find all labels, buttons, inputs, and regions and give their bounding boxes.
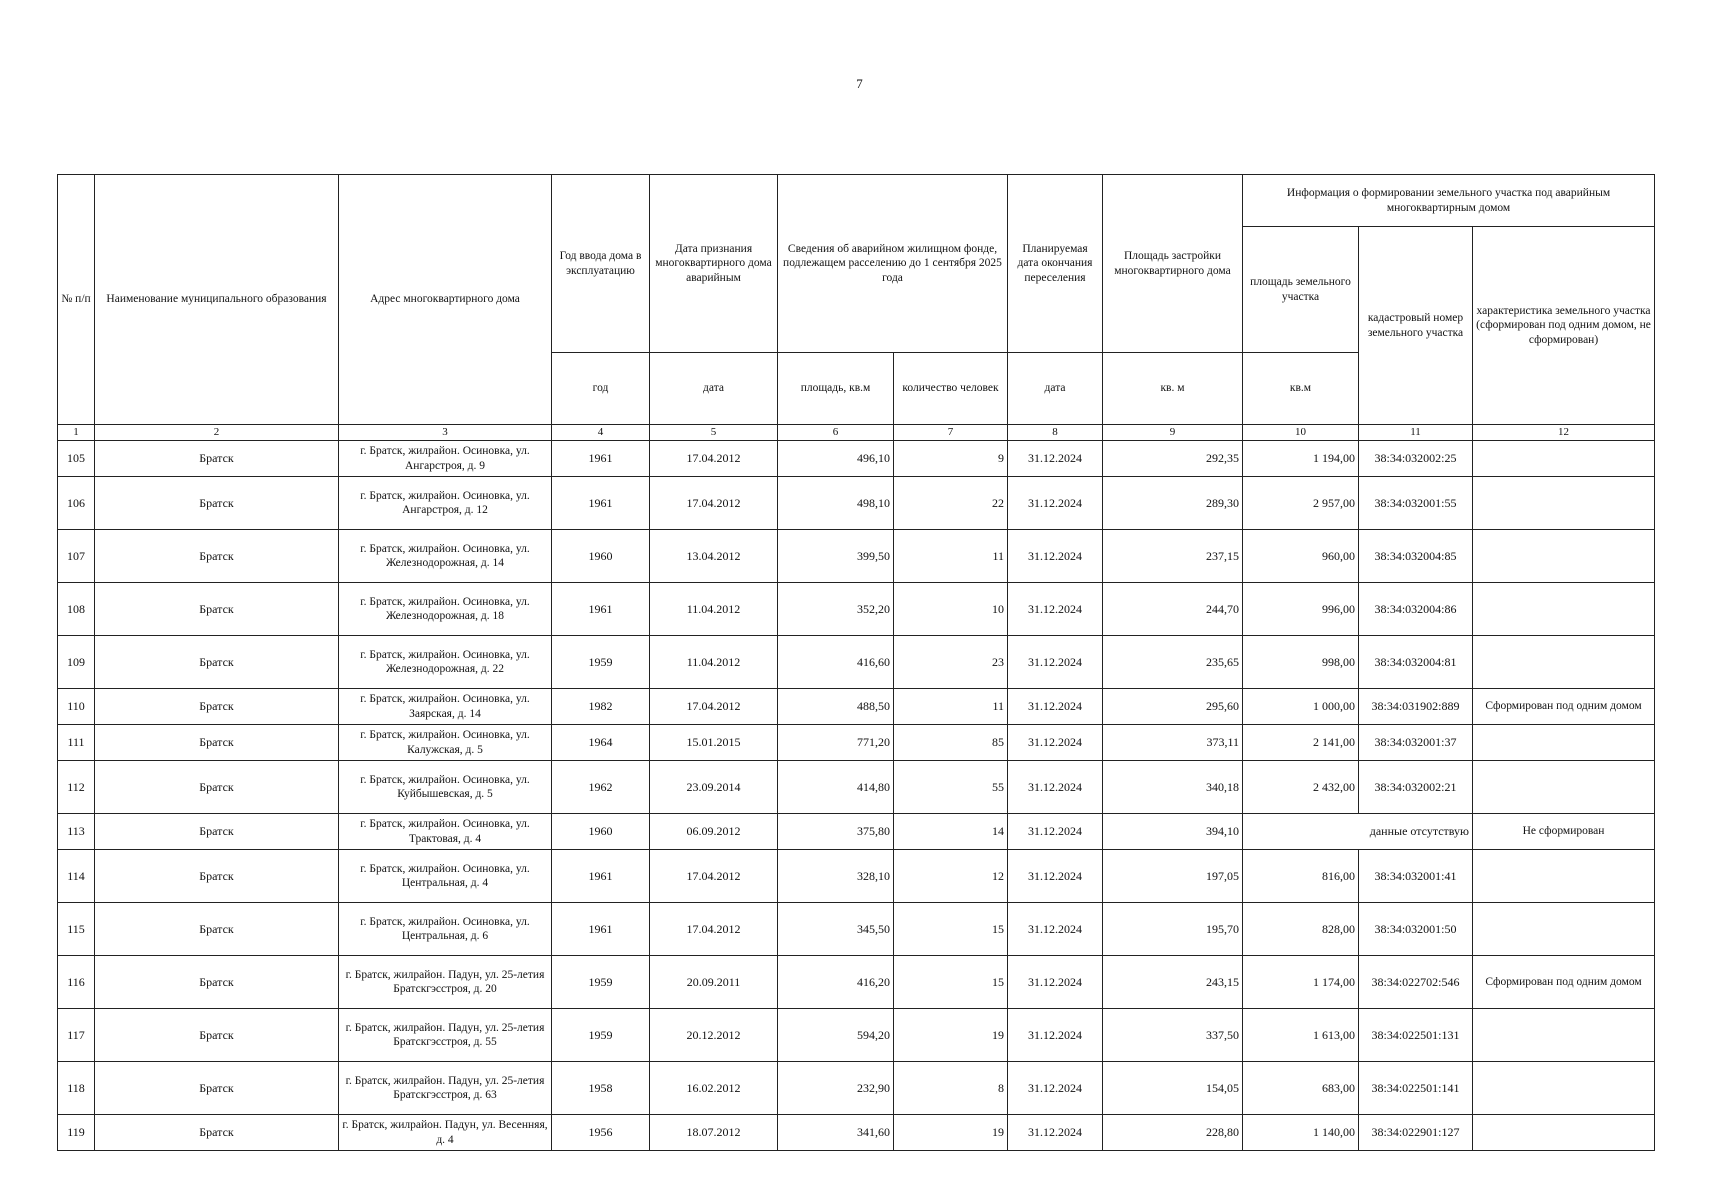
land-area-cell: 2 432,00 bbox=[1243, 761, 1359, 814]
planned-end-cell: 31.12.2024 bbox=[1008, 636, 1103, 689]
page-number: 7 bbox=[856, 76, 863, 91]
header-land-char: характеристика земельного участка (сформирован под одним домом, не сформирован) bbox=[1473, 227, 1655, 425]
municipality-cell: Братск bbox=[95, 850, 339, 903]
recognition-date-cell: 17.04.2012 bbox=[650, 903, 778, 956]
column-number: 3 bbox=[339, 425, 552, 441]
year-cell: 1959 bbox=[552, 1009, 650, 1062]
recognition-date-cell: 17.04.2012 bbox=[650, 689, 778, 725]
cadastral-cell: 38:34:032001:41 bbox=[1359, 850, 1473, 903]
planned-end-cell: 31.12.2024 bbox=[1008, 477, 1103, 530]
recognition-date-cell: 16.02.2012 bbox=[650, 1062, 778, 1115]
planned-end-cell: 31.12.2024 bbox=[1008, 850, 1103, 903]
unit-year: год bbox=[552, 353, 650, 425]
land-char-cell bbox=[1473, 761, 1655, 814]
address-cell: г. Братск, жилрайон. Осиновка, ул. Центральная, д. 4 bbox=[339, 850, 552, 903]
building-area-cell: 289,30 bbox=[1103, 477, 1243, 530]
cadastral-cell: 38:34:032004:81 bbox=[1359, 636, 1473, 689]
cadastral-cell: 38:34:022501:141 bbox=[1359, 1062, 1473, 1115]
row-number: 108 bbox=[58, 583, 95, 636]
year-cell: 1956 bbox=[552, 1115, 650, 1151]
header-year: Год ввода дома в эксплуатацию bbox=[552, 175, 650, 353]
column-number: 11 bbox=[1359, 425, 1473, 441]
area-cell: 232,90 bbox=[778, 1062, 894, 1115]
cadastral-cell: 38:34:032001:55 bbox=[1359, 477, 1473, 530]
area-cell: 488,50 bbox=[778, 689, 894, 725]
recognition-date-cell: 06.09.2012 bbox=[650, 814, 778, 850]
cadastral-cell: 38:34:022702:546 bbox=[1359, 956, 1473, 1009]
land-area-cell: 2 957,00 bbox=[1243, 477, 1359, 530]
housing-registry-table bbox=[57, 174, 1655, 1151]
recognition-date-cell: 18.07.2012 bbox=[650, 1115, 778, 1151]
header-recognition-date: Дата признания многоквартирного дома аварийным bbox=[650, 175, 778, 353]
column-number: 9 bbox=[1103, 425, 1243, 441]
column-number: 12 bbox=[1473, 425, 1655, 441]
year-cell: 1962 bbox=[552, 761, 650, 814]
municipality-cell: Братск bbox=[95, 477, 339, 530]
address-cell: г. Братск, жилрайон. Осиновка, ул. Железнодорожная, д. 22 bbox=[339, 636, 552, 689]
municipality-cell: Братск bbox=[95, 636, 339, 689]
table-row bbox=[58, 583, 1655, 636]
recognition-date-cell: 20.12.2012 bbox=[650, 1009, 778, 1062]
cadastral-cell: 38:34:031902:889 bbox=[1359, 689, 1473, 725]
column-number: 5 bbox=[650, 425, 778, 441]
building-area-cell: 394,10 bbox=[1103, 814, 1243, 850]
recognition-date-cell: 17.04.2012 bbox=[650, 850, 778, 903]
area-cell: 416,60 bbox=[778, 636, 894, 689]
column-number: 2 bbox=[95, 425, 339, 441]
table-row bbox=[58, 636, 1655, 689]
land-char-cell bbox=[1473, 1009, 1655, 1062]
building-area-cell: 295,60 bbox=[1103, 689, 1243, 725]
cadastral-cell: 38:34:022901:127 bbox=[1359, 1115, 1473, 1151]
year-cell: 1961 bbox=[552, 441, 650, 477]
area-cell: 328,10 bbox=[778, 850, 894, 903]
recognition-date-cell: 17.04.2012 bbox=[650, 477, 778, 530]
header-building-area: Площадь застройки многоквартирного дома bbox=[1103, 175, 1243, 353]
year-cell: 1960 bbox=[552, 814, 650, 850]
area-cell: 375,80 bbox=[778, 814, 894, 850]
people-cell: 85 bbox=[894, 725, 1008, 761]
table-row bbox=[58, 1115, 1655, 1151]
table-row bbox=[58, 477, 1655, 530]
municipality-cell: Братск bbox=[95, 956, 339, 1009]
building-area-cell: 235,65 bbox=[1103, 636, 1243, 689]
land-area-cell: 1 194,00 bbox=[1243, 441, 1359, 477]
table-row bbox=[58, 956, 1655, 1009]
address-cell: г. Братск, жилрайон. Осиновка, ул. Трактовая, д. 4 bbox=[339, 814, 552, 850]
column-number: 4 bbox=[552, 425, 650, 441]
table-row bbox=[58, 903, 1655, 956]
land-area-cell: 683,00 bbox=[1243, 1062, 1359, 1115]
planned-end-cell: 31.12.2024 bbox=[1008, 689, 1103, 725]
area-cell: 594,20 bbox=[778, 1009, 894, 1062]
column-number: 6 bbox=[778, 425, 894, 441]
land-area-cell: 996,00 bbox=[1243, 583, 1359, 636]
table-row bbox=[58, 850, 1655, 903]
header-emergency-info: Сведения об аварийном жилищном фонде, подлежащем расселению до 1 сентября 2025 года bbox=[778, 175, 1008, 353]
row-number: 117 bbox=[58, 1009, 95, 1062]
cadastral-cell: 38:34:032004:86 bbox=[1359, 583, 1473, 636]
address-cell: г. Братск, жилрайон. Осиновка, ул. Ангарстроя, д. 9 bbox=[339, 441, 552, 477]
address-cell: г. Братск, жилрайон. Осиновка, ул. Калужская, д. 5 bbox=[339, 725, 552, 761]
row-number: 119 bbox=[58, 1115, 95, 1151]
building-area-cell: 197,05 bbox=[1103, 850, 1243, 903]
planned-end-cell: 31.12.2024 bbox=[1008, 583, 1103, 636]
area-cell: 352,20 bbox=[778, 583, 894, 636]
row-number: 115 bbox=[58, 903, 95, 956]
land-area-cell: 1 000,00 bbox=[1243, 689, 1359, 725]
recognition-date-cell: 15.01.2015 bbox=[650, 725, 778, 761]
land-char-cell bbox=[1473, 1062, 1655, 1115]
municipality-cell: Братск bbox=[95, 583, 339, 636]
land-char-cell bbox=[1473, 583, 1655, 636]
unit-date-2: дата bbox=[1008, 353, 1103, 425]
land-char-cell bbox=[1473, 530, 1655, 583]
row-number: 116 bbox=[58, 956, 95, 1009]
land-char-cell bbox=[1473, 441, 1655, 477]
column-number: 1 bbox=[58, 425, 95, 441]
building-area-cell: 292,35 bbox=[1103, 441, 1243, 477]
land-area-cell: 816,00 bbox=[1243, 850, 1359, 903]
unit-area: площадь, кв.м bbox=[778, 353, 894, 425]
table-row bbox=[58, 441, 1655, 477]
municipality-cell: Братск bbox=[95, 903, 339, 956]
row-number: 112 bbox=[58, 761, 95, 814]
year-cell: 1959 bbox=[552, 636, 650, 689]
municipality-cell: Братск bbox=[95, 689, 339, 725]
unit-date: дата bbox=[650, 353, 778, 425]
row-number: 111 bbox=[58, 725, 95, 761]
people-cell: 19 bbox=[894, 1009, 1008, 1062]
unit-people: количество человек bbox=[894, 353, 1008, 425]
row-number: 109 bbox=[58, 636, 95, 689]
address-cell: г. Братск, жилрайон. Осиновка, ул. Центральная, д. 6 bbox=[339, 903, 552, 956]
year-cell: 1960 bbox=[552, 530, 650, 583]
building-area-cell: 243,15 bbox=[1103, 956, 1243, 1009]
building-area-cell: 373,11 bbox=[1103, 725, 1243, 761]
land-char-cell: Сформирован под одним домом bbox=[1473, 956, 1655, 1009]
address-cell: г. Братск, жилрайон. Падун, ул. Весенняя, д. 4 bbox=[339, 1115, 552, 1151]
people-cell: 55 bbox=[894, 761, 1008, 814]
land-area-cell: 1 174,00 bbox=[1243, 956, 1359, 1009]
planned-end-cell: 31.12.2024 bbox=[1008, 814, 1103, 850]
building-area-cell: 337,50 bbox=[1103, 1009, 1243, 1062]
land-area-cell: 2 141,00 bbox=[1243, 725, 1359, 761]
building-area-cell: 154,05 bbox=[1103, 1062, 1243, 1115]
column-number: 7 bbox=[894, 425, 1008, 441]
year-cell: 1982 bbox=[552, 689, 650, 725]
planned-end-cell: 31.12.2024 bbox=[1008, 1009, 1103, 1062]
year-cell: 1964 bbox=[552, 725, 650, 761]
cadastral-cell: 38:34:032002:21 bbox=[1359, 761, 1473, 814]
recognition-date-cell: 11.04.2012 bbox=[650, 636, 778, 689]
land-char-cell bbox=[1473, 636, 1655, 689]
land-area-cell: 998,00 bbox=[1243, 636, 1359, 689]
building-area-cell: 195,70 bbox=[1103, 903, 1243, 956]
recognition-date-cell: 20.09.2011 bbox=[650, 956, 778, 1009]
cadastral-cell: 38:34:022501:131 bbox=[1359, 1009, 1473, 1062]
table-row bbox=[58, 1009, 1655, 1062]
area-cell: 399,50 bbox=[778, 530, 894, 583]
address-cell: г. Братск, жилрайон. Падун, ул. 25-летия Братскгэсстроя, д. 20 bbox=[339, 956, 552, 1009]
cadastral-cell: 38:34:032001:37 bbox=[1359, 725, 1473, 761]
header-cadastral: кадастровый номер земельного участка bbox=[1359, 227, 1473, 425]
address-cell: г. Братск, жилрайон. Падун, ул. 25-летия Братскгэсстроя, д. 63 bbox=[339, 1062, 552, 1115]
row-number: 118 bbox=[58, 1062, 95, 1115]
building-area-cell: 340,18 bbox=[1103, 761, 1243, 814]
area-cell: 414,80 bbox=[778, 761, 894, 814]
header-num: № п/п bbox=[58, 175, 95, 425]
municipality-cell: Братск bbox=[95, 1009, 339, 1062]
land-char-cell bbox=[1473, 477, 1655, 530]
people-cell: 12 bbox=[894, 850, 1008, 903]
header-land-info: Информация о формировании земельного участка под аварийным многоквартирным домом bbox=[1243, 175, 1655, 227]
cadastral-cell: 38:34:032002:25 bbox=[1359, 441, 1473, 477]
column-number: 8 bbox=[1008, 425, 1103, 441]
recognition-date-cell: 13.04.2012 bbox=[650, 530, 778, 583]
land-char-cell bbox=[1473, 903, 1655, 956]
table-header bbox=[58, 175, 1655, 441]
land-area-cell: 1 613,00 bbox=[1243, 1009, 1359, 1062]
people-cell: 14 bbox=[894, 814, 1008, 850]
land-area-cell: 1 140,00 bbox=[1243, 1115, 1359, 1151]
cadastral-cell: 38:34:032004:85 bbox=[1359, 530, 1473, 583]
people-cell: 15 bbox=[894, 956, 1008, 1009]
header-municipality: Наименование муниципального образования bbox=[95, 175, 339, 425]
land-char-cell: Не сформирован bbox=[1473, 814, 1655, 850]
planned-end-cell: 31.12.2024 bbox=[1008, 903, 1103, 956]
municipality-cell: Братск bbox=[95, 725, 339, 761]
row-number: 110 bbox=[58, 689, 95, 725]
area-cell: 496,10 bbox=[778, 441, 894, 477]
land-char-cell bbox=[1473, 850, 1655, 903]
planned-end-cell: 31.12.2024 bbox=[1008, 530, 1103, 583]
land-char-cell bbox=[1473, 1115, 1655, 1151]
building-area-cell: 237,15 bbox=[1103, 530, 1243, 583]
people-cell: 8 bbox=[894, 1062, 1008, 1115]
header-land-area: площадь земельного участка bbox=[1243, 227, 1359, 353]
people-cell: 11 bbox=[894, 689, 1008, 725]
land-char-cell: Сформирован под одним домом bbox=[1473, 689, 1655, 725]
planned-end-cell: 31.12.2024 bbox=[1008, 761, 1103, 814]
table-row bbox=[58, 725, 1655, 761]
table-row bbox=[58, 761, 1655, 814]
cadastral-cell: 38:34:032001:50 bbox=[1359, 903, 1473, 956]
area-cell: 771,20 bbox=[778, 725, 894, 761]
row-number: 106 bbox=[58, 477, 95, 530]
people-cell: 22 bbox=[894, 477, 1008, 530]
planned-end-cell: 31.12.2024 bbox=[1008, 1062, 1103, 1115]
people-cell: 9 bbox=[894, 441, 1008, 477]
municipality-cell: Братск bbox=[95, 814, 339, 850]
address-cell: г. Братск, жилрайон. Осиновка, ул. Куйбышевская, д. 5 bbox=[339, 761, 552, 814]
people-cell: 19 bbox=[894, 1115, 1008, 1151]
row-number: 114 bbox=[58, 850, 95, 903]
table-row bbox=[58, 1062, 1655, 1115]
people-cell: 15 bbox=[894, 903, 1008, 956]
address-cell: г. Братск, жилрайон. Осиновка, ул. Железнодорожная, д. 18 bbox=[339, 583, 552, 636]
address-cell: г. Братск, жилрайон. Осиновка, ул. Заярская, д. 14 bbox=[339, 689, 552, 725]
planned-end-cell: 31.12.2024 bbox=[1008, 956, 1103, 1009]
municipality-cell: Братск bbox=[95, 761, 339, 814]
area-cell: 341,60 bbox=[778, 1115, 894, 1151]
municipality-cell: Братск bbox=[95, 530, 339, 583]
row-number: 113 bbox=[58, 814, 95, 850]
address-cell: г. Братск, жилрайон. Падун, ул. 25-летия Братскгэсстроя, д. 55 bbox=[339, 1009, 552, 1062]
area-cell: 416,20 bbox=[778, 956, 894, 1009]
people-cell: 10 bbox=[894, 583, 1008, 636]
municipality-cell: Братск bbox=[95, 1062, 339, 1115]
unit-sqm-2: кв.м bbox=[1243, 353, 1359, 425]
table-row bbox=[58, 814, 1655, 850]
year-cell: 1961 bbox=[552, 903, 650, 956]
table-row bbox=[58, 689, 1655, 725]
address-cell: г. Братск, жилрайон. Осиновка, ул. Железнодорожная, д. 14 bbox=[339, 530, 552, 583]
unit-sqm: кв. м bbox=[1103, 353, 1243, 425]
area-cell: 345,50 bbox=[778, 903, 894, 956]
people-cell: 23 bbox=[894, 636, 1008, 689]
recognition-date-cell: 23.09.2014 bbox=[650, 761, 778, 814]
row-number: 107 bbox=[58, 530, 95, 583]
people-cell: 11 bbox=[894, 530, 1008, 583]
row-number: 105 bbox=[58, 441, 95, 477]
header-address: Адрес многоквартирного дома bbox=[339, 175, 552, 425]
building-area-cell: 244,70 bbox=[1103, 583, 1243, 636]
planned-end-cell: 31.12.2024 bbox=[1008, 1115, 1103, 1151]
column-numbers-row bbox=[58, 425, 1655, 441]
building-area-cell: 228,80 bbox=[1103, 1115, 1243, 1151]
recognition-date-cell: 17.04.2012 bbox=[650, 441, 778, 477]
recognition-date-cell: 11.04.2012 bbox=[650, 583, 778, 636]
year-cell: 1959 bbox=[552, 956, 650, 1009]
header-planned-end: Планируемая дата окончания переселения bbox=[1008, 175, 1103, 353]
year-cell: 1961 bbox=[552, 850, 650, 903]
year-cell: 1961 bbox=[552, 583, 650, 636]
column-number: 10 bbox=[1243, 425, 1359, 441]
municipality-cell: Братск bbox=[95, 441, 339, 477]
table-body bbox=[58, 441, 1655, 1151]
planned-end-cell: 31.12.2024 bbox=[1008, 441, 1103, 477]
planned-end-cell: 31.12.2024 bbox=[1008, 725, 1103, 761]
land-area-cell: данные отсутствую bbox=[1243, 814, 1473, 850]
year-cell: 1961 bbox=[552, 477, 650, 530]
area-cell: 498,10 bbox=[778, 477, 894, 530]
land-area-cell: 960,00 bbox=[1243, 530, 1359, 583]
land-area-cell: 828,00 bbox=[1243, 903, 1359, 956]
table-row bbox=[58, 530, 1655, 583]
land-char-cell bbox=[1473, 725, 1655, 761]
year-cell: 1958 bbox=[552, 1062, 650, 1115]
address-cell: г. Братск, жилрайон. Осиновка, ул. Ангарстроя, д. 12 bbox=[339, 477, 552, 530]
municipality-cell: Братск bbox=[95, 1115, 339, 1151]
